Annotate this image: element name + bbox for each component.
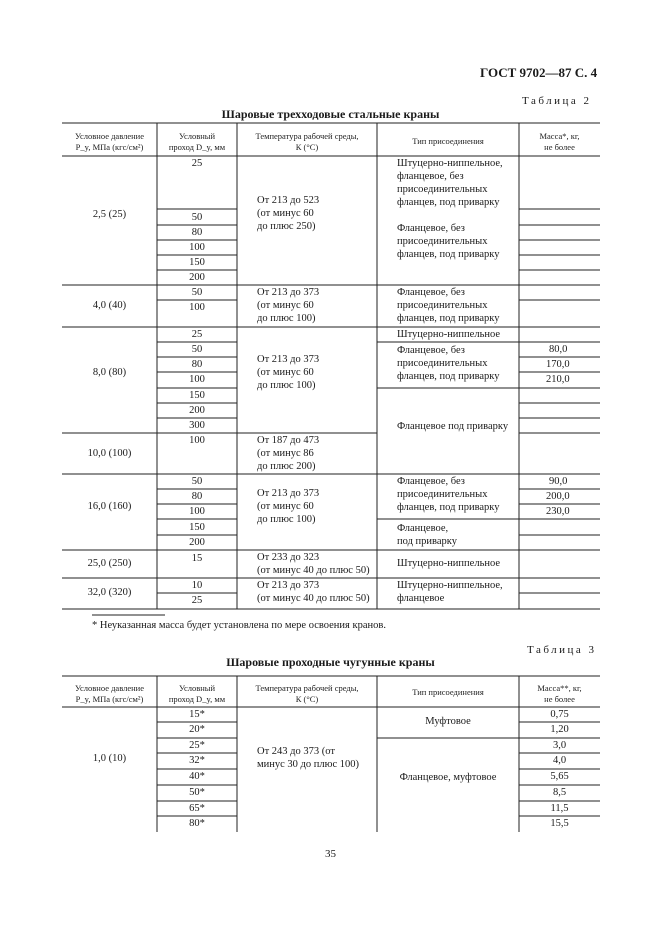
- dn-cell: 50*: [189, 787, 205, 798]
- dn-cell: 200: [189, 405, 205, 416]
- conn-cell: Фланцевое, без присоединительных фланцев, под приварку: [397, 223, 500, 260]
- mass-cell: 230,0: [546, 506, 570, 517]
- dn-cell: 50: [191, 476, 203, 487]
- dn-cell: 25: [191, 595, 203, 606]
- dn-cell: 15*: [189, 709, 205, 720]
- dn-cell: 300: [189, 420, 205, 431]
- dn-cell: 65*: [189, 803, 205, 814]
- dn-cell: 100: [189, 435, 205, 446]
- mass-cell: 0,75: [550, 709, 569, 720]
- mass-cell: 1,20: [550, 724, 569, 735]
- dn-cell: 40*: [189, 771, 205, 782]
- mass-cell: 200,0: [546, 491, 570, 502]
- conn-cell: Штуцерно-ниппельное: [397, 558, 501, 569]
- header-dn: Условный проход D_y, мм: [168, 683, 226, 704]
- conn-cell: Фланцевое, без присоединительных фланцев, под приварку: [397, 345, 500, 382]
- mass-cell: 210,0: [546, 374, 570, 385]
- header-pressure: Условное давление P_y, МПа (кгс/см²): [75, 131, 144, 152]
- temp-cell: От 243 до 373 (от минус 30 до плюс 100): [257, 746, 359, 770]
- conn-cell: Фланцевое, без присоединительных фланцев, под приварку: [397, 476, 500, 513]
- pressure-cell: 4,0 (40): [92, 300, 127, 311]
- dn-cell: 25: [191, 158, 203, 169]
- header-conn: Тип присоединения: [412, 687, 484, 697]
- conn-cell: Фланцевое, без присоединительных фланцев, под приварку: [397, 287, 500, 324]
- dn-cell: 25: [191, 329, 203, 340]
- dn-cell: 50: [191, 344, 203, 355]
- temp-cell: От 213 до 373 (от минус 40 до плюс 50): [257, 580, 370, 604]
- conn-cell: Фланцевое под приварку: [397, 421, 509, 432]
- dn-cell: 80*: [189, 818, 205, 829]
- dn-cell: 80: [191, 227, 203, 238]
- dn-cell: 50: [191, 212, 203, 223]
- header-pressure: Условное давление P_y, МПа (кгс/см²): [75, 683, 144, 704]
- footnote: * Неуказанная масса будет установлена по мере освоения кранов.: [92, 620, 386, 631]
- header-mass: Масса**, кг, не более: [537, 683, 582, 704]
- conn-cell: Штуцерно-ниппельное: [397, 329, 501, 340]
- conn-cell: Фланцевое, муфтовое: [399, 772, 497, 783]
- dn-cell: 100: [189, 302, 205, 313]
- pressure-cell: 8,0 (80): [92, 367, 127, 378]
- mass-cell: 8,5: [552, 787, 567, 798]
- pressure-cell: 32,0 (320): [87, 587, 132, 598]
- mass-cell: 90,0: [549, 476, 568, 487]
- dn-cell: 20*: [189, 724, 205, 735]
- dn-cell: 80: [191, 491, 203, 502]
- table3-label: Таблица 3: [527, 644, 597, 656]
- temp-cell: От 213 до 373 (от минус 60 до плюс 100): [257, 354, 320, 391]
- dn-cell: 150: [189, 257, 205, 268]
- dn-cell: 10: [191, 580, 203, 591]
- header-conn: Тип присоединения: [412, 136, 484, 146]
- pressure-cell: 16,0 (160): [87, 501, 132, 512]
- dn-cell: 32*: [189, 755, 205, 766]
- pressure-cell: 1,0 (10): [92, 753, 127, 764]
- mass-cell: 170,0: [546, 359, 570, 370]
- mass-cell: 4,0: [552, 755, 567, 766]
- temp-cell: От 213 до 373 (от минус 60 до плюс 100): [257, 287, 320, 324]
- dn-cell: 100: [189, 374, 205, 385]
- conn-cell: Штуцерно-ниппельное, фланцевое: [397, 580, 503, 604]
- pressure-cell: 2,5 (25): [92, 209, 127, 220]
- mass-cell: 80,0: [549, 344, 568, 355]
- mass-cell: 15,5: [550, 818, 569, 829]
- temp-cell: От 187 до 473 (от минус 86 до плюс 200): [257, 435, 320, 472]
- mass-cell: 3,0: [552, 740, 567, 751]
- mass-cell: 11,5: [550, 803, 569, 814]
- dn-cell: 50: [191, 287, 203, 298]
- dn-cell: 80: [191, 359, 203, 370]
- temp-cell: От 233 до 323 (от минус 40 до плюс 50): [257, 552, 370, 576]
- dn-cell: 200: [189, 272, 205, 283]
- conn-cell: Муфтовое: [425, 716, 471, 727]
- header-dn: Условный проход D_y, мм: [168, 131, 226, 152]
- pressure-cell: 25,0 (250): [87, 558, 132, 569]
- conn-cell: Штуцерно-ниппельное, фланцевое, без присоединительных фланцев, под приварку: [397, 158, 503, 208]
- page-number: 35: [325, 848, 336, 860]
- dn-cell: 100: [189, 242, 205, 253]
- header-temp: Температура рабочей среды, К (°С): [255, 131, 359, 152]
- header-temp: Температура рабочей среды, К (°С): [255, 683, 359, 704]
- dn-cell: 200: [189, 537, 205, 548]
- table3-title: Шаровые проходные чугунные краны: [226, 655, 435, 669]
- pressure-cell: 10,0 (100): [87, 448, 132, 459]
- dn-cell: 100: [189, 506, 205, 517]
- mass-cell: 5,65: [550, 771, 569, 782]
- conn-cell: Фланцевое, под приварку: [397, 523, 457, 547]
- temp-cell: От 213 до 373 (от минус 60 до плюс 100): [257, 488, 320, 525]
- dn-cell: 150: [189, 390, 205, 401]
- dn-cell: 25*: [189, 740, 205, 751]
- dn-cell: 15: [191, 553, 203, 564]
- dn-cell: 150: [189, 522, 205, 533]
- table2-label: Таблица 2: [522, 95, 592, 107]
- temp-cell: От 213 до 523 (от минус 60 до плюс 250): [257, 195, 320, 232]
- table2-title: Шаровые трехходовые стальные краны: [221, 107, 440, 121]
- header-mass: Масса*, кг, не более: [539, 131, 580, 152]
- document-header: ГОСТ 9702—87 С. 4: [480, 65, 598, 80]
